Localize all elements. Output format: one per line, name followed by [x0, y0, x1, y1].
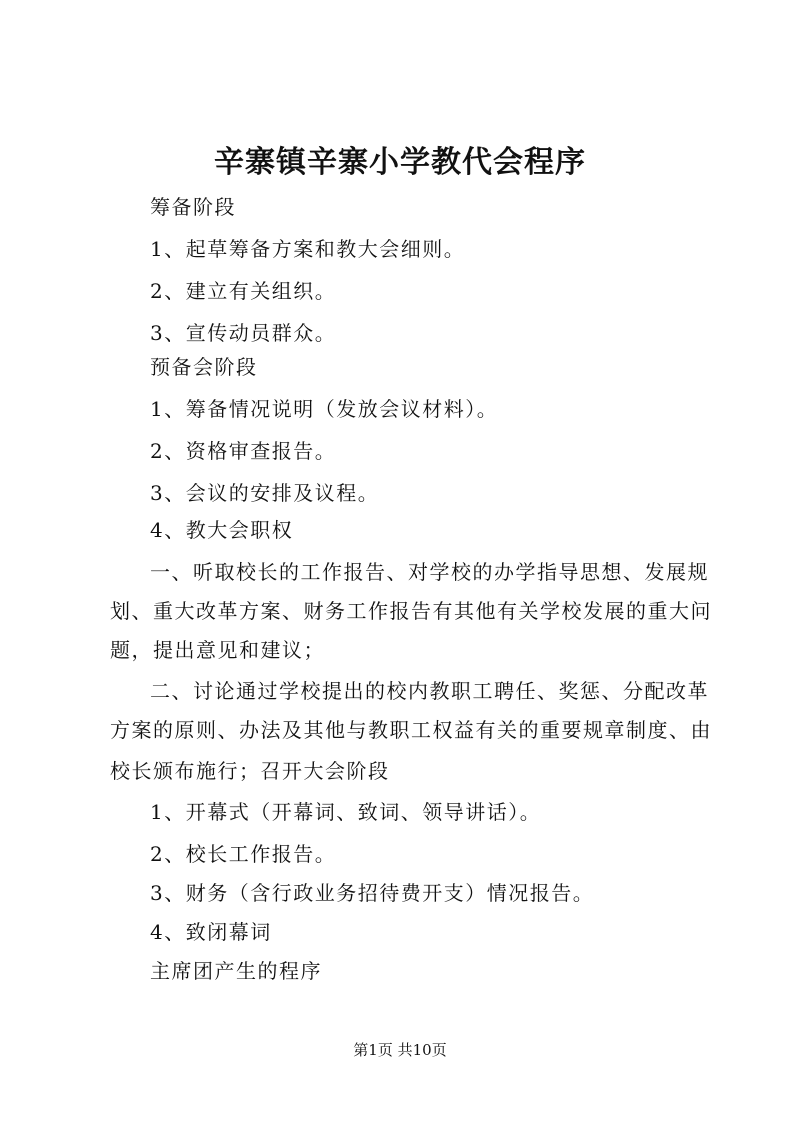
page-number-footer: 第1页 共10页 — [353, 1041, 447, 1059]
list-item: 2、校长工作报告。 — [150, 842, 337, 866]
section-heading-preliminary: 预备会阶段 — [150, 355, 258, 379]
paragraph-line: 校长颁布施行；召开大会阶段 — [110, 759, 390, 783]
list-item: 1、开幕式（开幕词、致词、领导讲话）。 — [150, 800, 542, 824]
list-item: 3、宣传动员群众。 — [150, 321, 337, 345]
list-item: 4、致闭幕词 — [150, 920, 272, 944]
paragraph-line: 二、讨论通过学校提出的校内教职工聘任、奖惩、分配改革 — [150, 679, 709, 703]
paragraph-line: 一、听取校长的工作报告、对学校的办学指导思想、发展规 — [150, 560, 709, 584]
list-item: 1、筹备情况说明（发放会议材料）。 — [150, 397, 499, 421]
document-title: 辛寨镇辛寨小学教代会程序 — [214, 145, 586, 180]
list-item: 2、建立有关组织。 — [150, 279, 337, 303]
list-item: 3、会议的安排及议程。 — [150, 481, 380, 505]
list-item: 3、财务（含行政业务招待费开支）情况报告。 — [150, 881, 595, 905]
section-heading-presidium: 主席团产生的程序 — [150, 959, 322, 983]
paragraph-line: 划、重大改革方案、财务工作报告有其他有关学校发展的重大问 — [110, 599, 712, 623]
list-item: 2、资格审查报告。 — [150, 439, 337, 463]
list-item: 1、起草筹备方案和教大会细则。 — [150, 237, 466, 261]
list-item: 4、教大会职权 — [150, 518, 294, 542]
section-heading-preparation: 筹备阶段 — [150, 195, 236, 219]
paragraph-line: 方案的原则、办法及其他与教职工权益有关的重要规章制度、由 — [110, 718, 712, 742]
paragraph-line: 题，提出意见和建议； — [110, 638, 325, 662]
